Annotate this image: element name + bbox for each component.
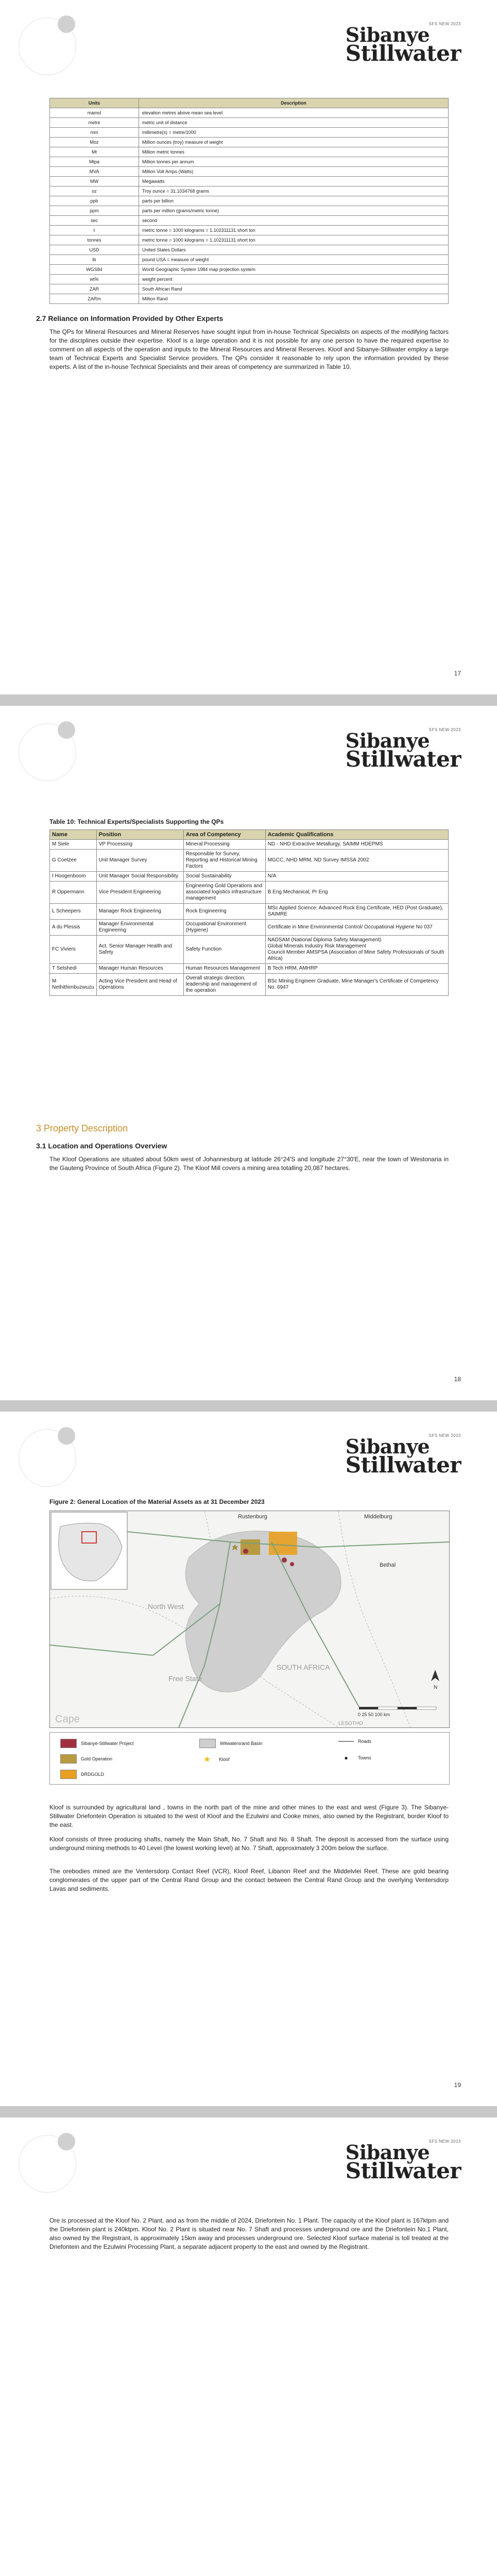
label-lesotho: LESOTHO (338, 1721, 363, 1726)
table-row (50, 216, 449, 226)
unit-cell: MVA (50, 167, 139, 177)
unit-cell: MW (50, 177, 139, 187)
section-2-7-heading: 2.7 Reliance on Information Provided by Other Experts (36, 314, 224, 323)
position-cell: Unit Manager Survey (96, 850, 183, 872)
competency-cell: Responsible for Survey, Reporting and Historical Mining Factors (183, 850, 265, 872)
unit-cell: t (50, 226, 139, 235)
description-cell: weight percent (139, 275, 449, 284)
description-cell: Million ounces (troy) measure of weight (139, 138, 449, 147)
unit-cell: ppm (50, 206, 139, 216)
unit-cell: ZAR (50, 284, 139, 294)
table-row (50, 245, 449, 255)
table-row (50, 284, 449, 294)
unit-cell: tonnes (50, 235, 139, 245)
table-row (50, 118, 449, 128)
competency-cell: Safety Function (183, 936, 265, 964)
page-20 (0, 2117, 497, 2576)
company-logo: SFS NEW 2023 Sibanye Stillwater (345, 1433, 461, 1478)
table-row (50, 128, 449, 138)
description-header: Description (139, 98, 449, 108)
description-cell: elevation metres above mean sea level (139, 108, 449, 118)
unit-cell: ppb (50, 196, 139, 206)
unit-cell: WGS84 (50, 265, 139, 275)
paragraph: Ore is processed at the Kloof No. 2 Plant, and as from the middle of 2024, Driefontein No. 1 Plant. The capacity of the Kloof plant is 167ktpm and the Driefontein plant is 240ktpm. Kloof No. 2 Plant is situated near No. 7 Shaft and processes underground ore and the Driefontein No.1 Plant, also owned by the Registrant, is approximately 15km away and processes underground ore. Selected Kloof surface material is toll treated at the Driefontein and the Ezulwini Processing Plant, a separate adjacent property to the east and owned by the Registrant. (49, 2217, 449, 2250)
table-row (50, 850, 449, 872)
unit-cell: metre (50, 118, 139, 128)
section-3-heading: 3 Property Description (36, 1123, 128, 1133)
name-cell: M Nethithimbuzwuzu (50, 974, 97, 996)
col-competency: Area of Competency (183, 830, 265, 840)
company-logo: SFS NEW 2023 Sibanye Stillwater (345, 727, 461, 772)
unit-cell: USD (50, 245, 139, 255)
qualifications-cell: B Tech HRM, AMHRP (265, 964, 448, 974)
decorative-dot (58, 2133, 75, 2150)
description-cell: metric unit of distance (139, 118, 449, 128)
map-graphic (50, 1511, 449, 1727)
col-position: Position (96, 830, 183, 840)
table-row (50, 235, 449, 245)
page-number: 18 (454, 1376, 461, 1383)
legend-item: Roads (338, 1739, 371, 1744)
competency-cell: Occupational Environment (Hygiene) (183, 920, 265, 936)
label-north-west: North West (148, 1602, 184, 1611)
description-cell: Megawatts (139, 177, 449, 187)
label-rustenburg: Rustenburg (238, 1514, 267, 1520)
section-2-7-body: The QPs for Mineral Resources and Mineral Reserves have sought input from in-house Technical Specialists on aspects of the modifying factors for the disciplines outside their expertise. Kloof is a large operation and it is not possible for any one person to have the required expertise to comment on all aspects of the operation and inputs to the Mineral Resources and Mineral Reserves. Kloof and Sibanye-Stillwater employ a large team of Technical Experts and Specialist Service providers. The QPs consider it reasonable to rely upon the information provided by these experts. A list of the in-house Technical Specialists and their areas of competency are summarized in Table 10. (49, 328, 449, 370)
unit-cell: ZARm (50, 294, 139, 304)
description-cell: metric tonne = 1000 kilograms = 1.102311131 short ton (139, 235, 449, 245)
position-cell: Unit Manager Social Responsibility (96, 872, 183, 882)
competency-cell: Human Resources Management (183, 964, 265, 974)
legend-item: ● Towns (338, 1754, 371, 1761)
unit-cell: mamsl (50, 108, 139, 118)
description-cell: World Geographic System 1984 map projection system (139, 265, 449, 275)
legend-item: DRDGOLD (60, 1770, 104, 1779)
table-10-caption: Table 10: Technical Experts/Specialists Supporting the QPs (49, 818, 224, 825)
label-cape: Cape (55, 1714, 80, 1725)
table-row (50, 904, 449, 920)
position-cell: Act. Senior Manager Health and Safety (96, 936, 183, 964)
competency-cell: Mineral Processing (183, 840, 265, 850)
description-cell: parts per billion (139, 196, 449, 206)
description-cell: United States Dollars (139, 245, 449, 255)
paragraph: Kloof is surrounded by agricultural land , towns in the north part of the mine and other mines to the east and west (Figure 3). The Sibanye-Stillwater Driefontein Operation is situated to the west of Kloof and the Ezulwini and Cooke mines, also owned by the Registrant, border Kloof to the east. (49, 1804, 449, 1828)
table-row (50, 275, 449, 284)
table-row (50, 187, 449, 196)
position-cell: Vice President Engineering (96, 882, 183, 904)
competency-cell: Rock Engineering (183, 904, 265, 920)
description-cell: pound USA = measure of weight (139, 255, 449, 265)
position-cell: Manager Rock Engineering (96, 904, 183, 920)
page-19 (0, 1412, 497, 2106)
page-number: 19 (454, 2081, 461, 2089)
table-row (50, 177, 449, 187)
table-row (50, 167, 449, 177)
table-row (50, 294, 449, 304)
table-row (50, 108, 449, 118)
qualifications-cell: MGCC, NHD MRM, ND Survey IMSSA 2002 (265, 850, 448, 872)
table-row (50, 206, 449, 216)
company-logo: SFS NEW 2023 Sibanye Stillwater (345, 22, 461, 66)
name-cell: L Scheepers (50, 904, 97, 920)
map-legend (49, 1732, 450, 1785)
description-cell: South African Rand (139, 284, 449, 294)
units-header: Units (50, 98, 139, 108)
name-cell: I Hoogenboom (50, 872, 97, 882)
qualifications-cell: ND - NHD Extractive Metallurgy, SAIMM HDEPMS (265, 840, 448, 850)
qualifications-cell: B Eng Mechanical, Pr Eng (265, 882, 448, 904)
table-10 (49, 829, 449, 996)
competency-cell: Social Sustainability (183, 872, 265, 882)
unit-cell: Moz (50, 138, 139, 147)
competency-cell: Engineering Gold Operations and associated logistics infrastructure management (183, 882, 265, 904)
unit-cell: sec (50, 216, 139, 226)
unit-cell: Mt (50, 147, 139, 157)
table-row (50, 147, 449, 157)
company-logo: SFS NEW 2023 Sibanye Stillwater (345, 2139, 461, 2183)
legend-item: ★ Kloof (199, 1754, 230, 1765)
decorative-dot (58, 15, 75, 33)
table-row (50, 964, 449, 974)
label-bethal: Bethal (380, 1562, 396, 1568)
unit-cell: wt% (50, 275, 139, 284)
decorative-dot (58, 721, 75, 739)
position-cell: Manager Environmental Engineering (96, 920, 183, 936)
qualifications-cell: N/A (265, 872, 448, 882)
description-cell: metric tonne = 1000 kilograms = 1.102311131 short ton (139, 226, 449, 235)
position-cell: Acting Vice President and Head of Operations (96, 974, 183, 996)
unit-cell: oz (50, 187, 139, 196)
name-cell: G Coetzee (50, 850, 97, 872)
qualifications-cell: BSc Mining Engineer Graduate, Mine Manager's Certificate of Competency No. 6947 (265, 974, 448, 996)
qualifications-cell: MSc Applied Science: Advanced Rock Eng Certificate, HED (Post Graduate), SAIMRE (265, 904, 448, 920)
legend-item: Witwatersrand Basin (199, 1739, 263, 1748)
name-cell: FC Viviers (50, 936, 97, 964)
description-cell: Million metric tonnes (139, 147, 449, 157)
description-cell: Million Volt Amps (Watts) (139, 167, 449, 177)
description-cell: Million tonnes per annum (139, 157, 449, 167)
position-cell: VP Processing (96, 840, 183, 850)
description-cell: millimetre(s) = metre/1000 (139, 128, 449, 138)
label-middelburg: Middelburg (364, 1514, 392, 1520)
page-17 (0, 0, 497, 694)
unit-cell: lb (50, 255, 139, 265)
table-row (50, 226, 449, 235)
competency-cell: Overall strategic direction, leadership and management of the operation (183, 974, 265, 996)
location-map (49, 1511, 450, 1728)
description-cell: parts per million (grams/metric tonne) (139, 206, 449, 216)
figure-2-caption: Figure 2: General Location of the Material Assets as at 31 December 2023 (49, 1498, 265, 1505)
qualifications-cell: Certificate in Mine Environmental Control/ Occupational Hygiene No 037 (265, 920, 448, 936)
col-name: Name (50, 830, 97, 840)
label-free-state: Free State (168, 1674, 202, 1683)
table-row (50, 936, 449, 964)
svg-text:N: N (434, 1685, 438, 1690)
table-row (50, 157, 449, 167)
description-cell: Troy ounce = 31.1034768 grams (139, 187, 449, 196)
unit-cell: Mtpa (50, 157, 139, 167)
table-row (50, 265, 449, 275)
scale-label: 0 25 50 100 km (358, 1712, 390, 1717)
paragraph: The orebodies mined are the Ventersdorp Contact Reef (VCR), Kloof Reef, Libanon Reef and the Middelvlei Reef. These are gold bearing conglomerates of the upper part of the Central Rand Group and the contact between the Central Rand Group and the overlying Ventersdorp Lavas and sediments. (49, 1868, 449, 1892)
col-qualifications: Academic Qualifications (265, 830, 448, 840)
paragraph: Kloof consists of three producing shafts, namely the Main Shaft, No. 7 Shaft and No. 8 Shaft. The deposit is accessed from the surface using underground mining methods to 40 Level (the lowest working level) at No. 7 Shaft, approximately 3 200m below the surface. (49, 1836, 449, 1852)
page-18 (0, 706, 497, 1400)
table-row (50, 872, 449, 882)
table-row (50, 882, 449, 904)
decorative-dot (58, 1427, 75, 1445)
table-row (50, 974, 449, 996)
table-row (50, 840, 449, 850)
label-south-africa: SOUTH AFRICA (277, 1663, 330, 1671)
position-cell: Manager Human Resources (96, 964, 183, 974)
name-cell: R Oppermann (50, 882, 97, 904)
name-cell: T Setshedi (50, 964, 97, 974)
unit-cell: mm (50, 128, 139, 138)
legend-item: Sibanye-Stillwater Project (60, 1739, 134, 1748)
qualifications-cell: NADSAM (National Diploma Safety Management) Global Minerals Industry Risk Management Council Member AMSPSA (Association of Mine Safety Professionals of South Africa) (265, 936, 448, 964)
star-icon: ★ (203, 1755, 211, 1764)
table-row (50, 196, 449, 206)
table-row (50, 138, 449, 147)
description-cell: Million Rand (139, 294, 449, 304)
name-cell: A du Plessis (50, 920, 97, 936)
town-dot-icon: ● (344, 1754, 348, 1761)
legend-item: Gold Operation (60, 1754, 112, 1764)
description-cell: second (139, 216, 449, 226)
table-row (50, 255, 449, 265)
section-3-1-body: The Kloof Operations are situated about 50km west of Johannesburg at latitude 26°24'S and longitude 27°30'E, near the town of Westonaria in the Gauteng Province of South Africa (Figure 2). The Kloof Mill covers a mining area totalling 20,087 hectares. (49, 1156, 449, 1172)
units-table (49, 98, 449, 304)
table-row (50, 920, 449, 936)
section-3-1-heading: 3.1 Location and Operations Overview (36, 1142, 167, 1150)
name-cell: M Siele (50, 840, 97, 850)
page-number: 17 (454, 670, 461, 677)
